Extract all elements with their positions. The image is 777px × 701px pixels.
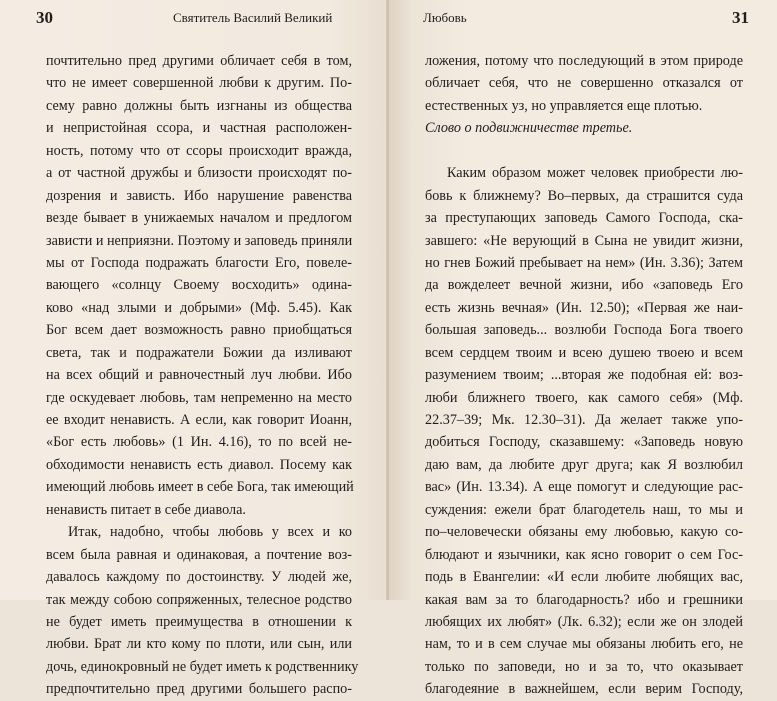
text-line: да вожделеет вечной жизни, ибо «заповедь Его bbox=[425, 277, 743, 294]
paragraph-gap bbox=[425, 140, 743, 162]
text-line: ложения, потому что последующий в этом природе bbox=[425, 53, 743, 69]
text-line: какая вам за то благодарность? ибо и грешники bbox=[425, 591, 743, 608]
text-line: а от частной дружбы и близости происходят по- bbox=[46, 165, 352, 182]
text-line: так между собою сопряженных, телесное родство bbox=[46, 591, 352, 608]
page-number: 31 bbox=[732, 8, 749, 27]
text-line: бовь к ближнему? Во–первых, да страшится суда bbox=[425, 187, 743, 204]
text-line: по–человечески обязаны ему любовью, какую со- bbox=[425, 524, 743, 541]
text-line: света, так и подражатели Божии да изливают bbox=[46, 344, 352, 361]
running-header: Любовь bbox=[423, 10, 467, 25]
text-line: 22.37–39; Мк. 12.30–31). Да желает также упо- bbox=[425, 412, 743, 428]
text-line: только по заповеди, но и за то, что оказывает bbox=[425, 658, 743, 675]
text-line: предпочтительно пред другими большего распо- bbox=[46, 681, 352, 698]
text-line: блюдают и язычники, как ясно говорит о сем Гос- bbox=[425, 546, 743, 563]
text-line: подь в Евангелии: «И если любите любящих вас, bbox=[425, 569, 743, 586]
text-line: любящих их любят» (Лк. 6.32); если же он злодей bbox=[425, 613, 743, 630]
text-line: люби ближнего твоего, как самого себя» (Мф. bbox=[425, 389, 743, 406]
text-line: везде бывает в унижаемых началом и предлогом bbox=[46, 210, 352, 227]
text-line: что не имеет совершенной любви к другим. По- bbox=[46, 75, 352, 92]
text-line: имеющий любовь имеет в себе Бога, так имеющий bbox=[46, 479, 354, 496]
text-line: ее входит ненависть. А если, как говорит Иоанн, bbox=[46, 412, 352, 428]
text-line: добиться Господу, сказавшему: «Заповедь новую bbox=[425, 434, 743, 451]
text-line: вающего «солнцу Своему восходить» одина- bbox=[46, 277, 352, 294]
text-line: сему равно должны быть изгнаны из общества bbox=[46, 97, 352, 114]
text-line: всем была равная и одинаковая, а почтение воз- bbox=[46, 546, 352, 563]
text-line: давалось каждому по достоинству. У людей же, bbox=[46, 569, 352, 586]
text-line: дозрения и зависть. Ибо нарушение равенства bbox=[46, 187, 352, 204]
text-line: Каким образом может человек приобрести лю- bbox=[447, 165, 743, 182]
source-citation: Слово о подвижничестве третье. bbox=[425, 120, 633, 137]
text-line: разумением твоим; ...вторая же подобная ей: воз- bbox=[425, 367, 743, 384]
text-line: ково «над злыми и добрыми» (Мф. 5.45). Как bbox=[46, 299, 352, 316]
page-body bbox=[46, 50, 359, 701]
text-line: почтительно пред другими обличает себя в том, bbox=[46, 53, 352, 69]
text-line: ность, потому что от ссоры происходит вражда, bbox=[46, 142, 352, 159]
text-line: за преступающих заповедь Самого Господа, ска- bbox=[425, 210, 743, 227]
text-line: нам, то и в сем случае мы обязаны любить его, не bbox=[425, 636, 743, 653]
text-line: большая заповедь... возлюби Господа Бога твоего bbox=[425, 322, 743, 339]
text-line: мы от Господа подражать благости Его, повеле- bbox=[46, 254, 352, 271]
text-line: не будет иметь преимущества в отношении к bbox=[46, 613, 352, 630]
running-header: Святитель Василий Великий bbox=[173, 10, 333, 25]
text-line: «Бог есть любовь» (1 Ин. 4.16), то по всей не- bbox=[46, 434, 352, 451]
text-line: Бог всем дает возможность равно приобщаться bbox=[46, 322, 352, 339]
right-page bbox=[389, 0, 777, 698]
page-body bbox=[425, 50, 743, 701]
text-line: всем сердцем твоим и всею душею твоею и всем bbox=[425, 344, 743, 361]
text-line: завшего: «Не верующий в Сына не увидит жизни, bbox=[425, 232, 743, 249]
page-number: 30 bbox=[36, 8, 53, 27]
text-line: но гнев Божий пребывает на нем» (Ин. 3.36); Затем bbox=[425, 254, 743, 271]
text-line: дочь, единокровный не будет иметь к родственнику bbox=[46, 658, 359, 675]
text-line: естественных уз, но управляется еще плотью. bbox=[425, 97, 703, 114]
text-line: вас» (Ин. 13.34). А еще помогут и следующие рас- bbox=[425, 479, 743, 496]
text-line: есть жизнь вечная» (Ин. 12.50); «Первая же наи- bbox=[425, 299, 743, 316]
text-line: на всех общий и равночестный луч любви. Ибо bbox=[46, 367, 352, 384]
text-line: суждения: ежели брат благодетель наш, то мы и bbox=[425, 501, 743, 518]
text-line: обходимости ненависть есть диавол. Посему как bbox=[46, 456, 352, 473]
text-line: обличает себя, что не совершенно отказался от bbox=[425, 75, 743, 92]
text-line: ненависть питает в себе диавола. bbox=[46, 501, 246, 518]
text-line: любви. Брат ли кто кому по плоти, или сын, или bbox=[46, 636, 352, 653]
text-line: благодеяние в важнейшем, если верим Господу, bbox=[425, 681, 743, 698]
text-line: Итак, надобно, чтобы любовь у всех и ко bbox=[68, 524, 352, 541]
text-line: даю вам, да любите друг друга; как Я возлюбил bbox=[425, 456, 743, 473]
text-line: и непристойная ссора, и частная расположен- bbox=[46, 120, 352, 137]
text-line: где оскудевает любовь, там непременно на место bbox=[46, 389, 352, 406]
left-page bbox=[0, 0, 388, 698]
text-line: зависти и неприязни. Поэтому и заповедь приняли bbox=[46, 232, 353, 249]
